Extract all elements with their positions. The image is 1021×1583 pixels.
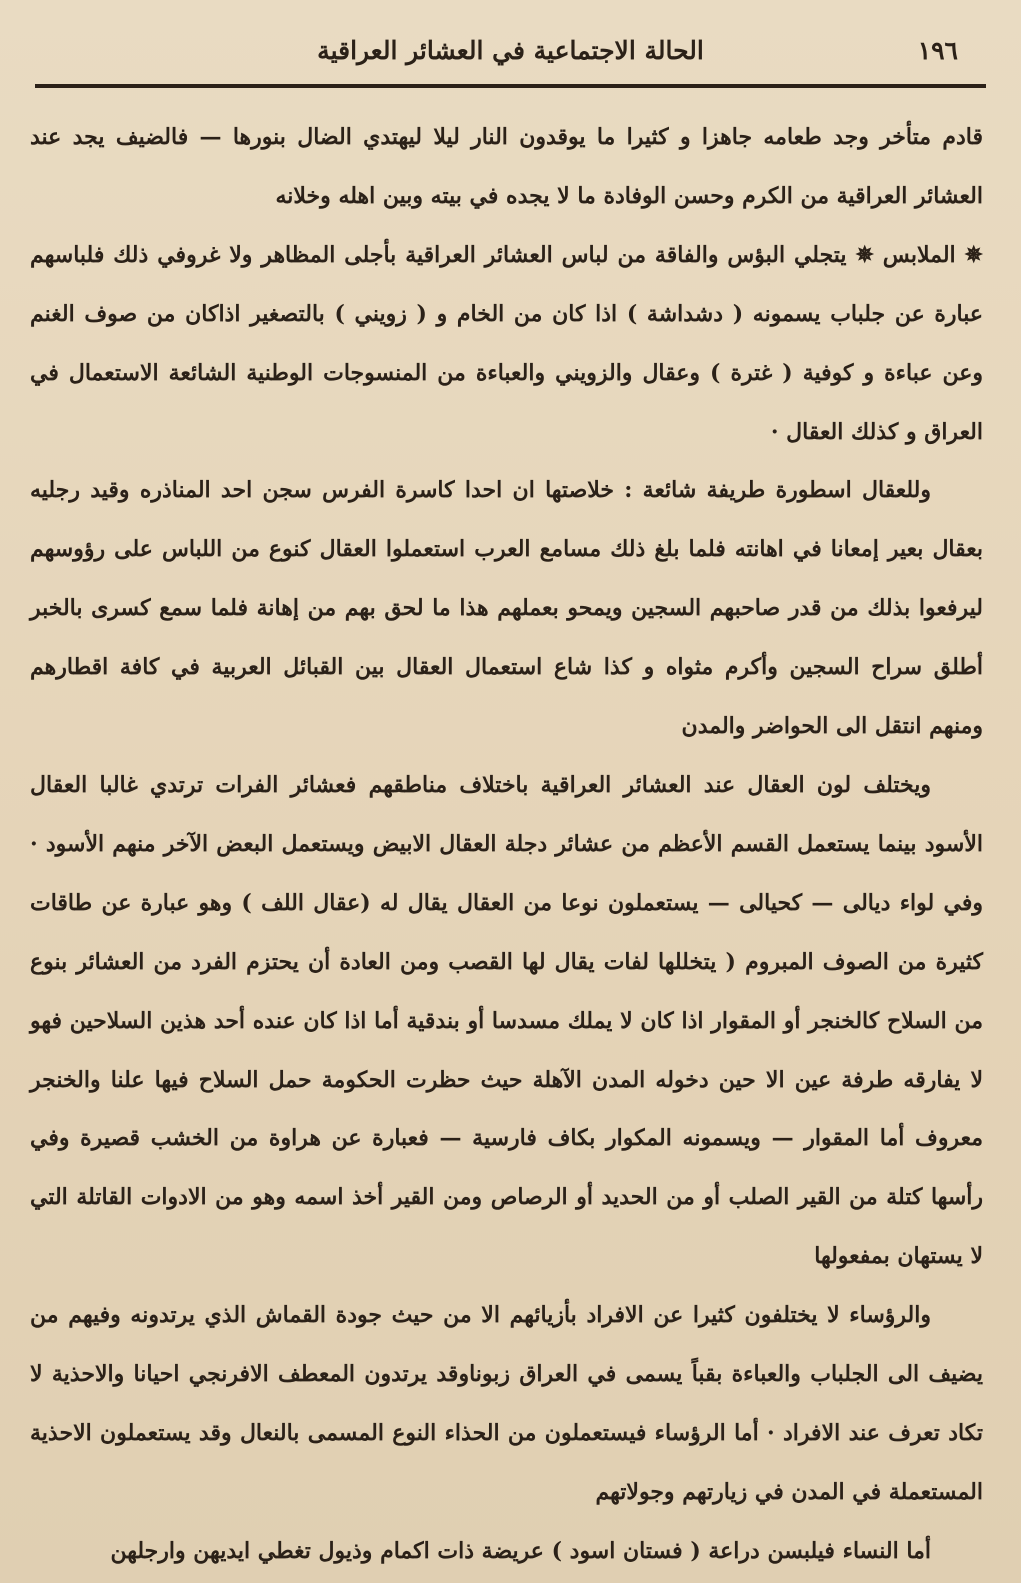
paragraph-clothing (30, 226, 983, 462)
running-title: الحالة الاجتماعية في العشائر العراقية (317, 36, 704, 65)
header-rule (35, 84, 986, 88)
section-heading-clothing: ✵ الملابس ✵ (855, 241, 983, 268)
paragraph-clothing-text: يتجلي البؤس والفاقة من لباس العشائر العراقية بأجلى المظاهر ولا غروفي ذلك فلباسهم عبارة عن جلباب يسمونه ( دشداشة ) اذا كان من الخام و ( زويني ) بالتصغير اذاكان من صوف الغنم وعن عباءة و كوفية ( غترة ) وعقال والزويني والعباءة من المنسوجات الوطنية الشائعة الاستعمال في العراق و كذلك العقال · (30, 241, 983, 445)
body-text (30, 108, 983, 1581)
paragraph-agal-legend: وللعقال اسطورة طريفة شائعة : خلاصتها ان احدا كاسرة الفرس سجن احد المناذره وقيد رجليه بعقال بعير إمعانا في اهانته فلما بلغ ذلك مسامع العرب استعملوا العقال كنوع من اللباس على رؤوسهم ليرفعوا بذلك من قدر صاحبهم السجين ويمحو بعملهم هذا ما لحق بهم من إهانة فلما سمع كسرى بالخبر أطلق سراح السجين وأكرم مثواه و كذا شاع استعمال العقال بين القبائل العربية في كافة اقطارهم ومنهم انتقل الى الحواضر والمدن (30, 477, 983, 740)
paragraph-chiefs-dress: والرؤساء لا يختلفون كثيرا عن الافراد بأزيائهم الا من حيث جودة القماش الذي يرتدونه وفيهم من يضيف الى الجلباب والعباءة بقباً يسمى في العراق زبوناوقد يرتدون المعطف الافرنجي احيانا والاحذية لا تكاد تعرف عند الافراد · أما الرؤساء فيستعملون من الحذاء النوع المسمى بالنعال وقد يستعملون الاحذية المستعملة في المدن في زيارتهم وجولاتهم (30, 1302, 983, 1505)
paragraph-hospitality: قادم متأخر وجد طعامه جاهزا و كثيرا ما يوقدون النار ليلا ليهتدي الضال بنورها — فالضيف يجد عند العشائر العراقية من الكرم وحسن الوفادة ما لا يجده في بيته وبين اهله وخلانه (30, 124, 983, 209)
paragraph-agal-colors: ويختلف لون العقال عند العشائر العراقية باختلاف مناطقهم فعشائر الفرات ترتدي غالبا العقال الأسود بينما يستعمل القسم الأعظم من عشائر دجلة العقال الابيض ويستعمل البعض الآخر منهم الأسود · وفي لواء ديالى — كحيالى — يستعملون نوعا من العقال يقال له (عقال اللف ) وهو عبارة عن طاقات كثيرة من الصوف المبروم ( يتخللها لفات يقال لها القصب ومن العادة أن يحتزم الفرد من العشائر بنوع من السلاح كالخنجر أو المقوار اذا كان لا يملك مسدسا أو بندقية أما اذا كان عنده أحد هذين السلاحين فهو لا يفارقه طرفة عين الا حين دخوله المدن الآهلة حيث حظرت الحكومة حمل السلاح فيها علنا والخنجر معروف أما المقوار — ويسمونه المكوار بكاف فارسية — فعبارة عن هراوة من الخشب قصيرة وفي رأسها كتلة من القير الصلب أو من الحديد أو الرصاص ومن القير أخذ اسمه وهو من الادوات القاتلة التي لا يستهان بمفعولها (30, 771, 983, 1270)
paragraph-women-dress: أما النساء فيلبسن دراعة ( فستان اسود ) عريضة ذات اكمام وذيول تغطي ايديهن وارجلهن (110, 1537, 931, 1564)
page-header (35, 30, 986, 78)
page-number: ١٩٦ (917, 36, 958, 65)
